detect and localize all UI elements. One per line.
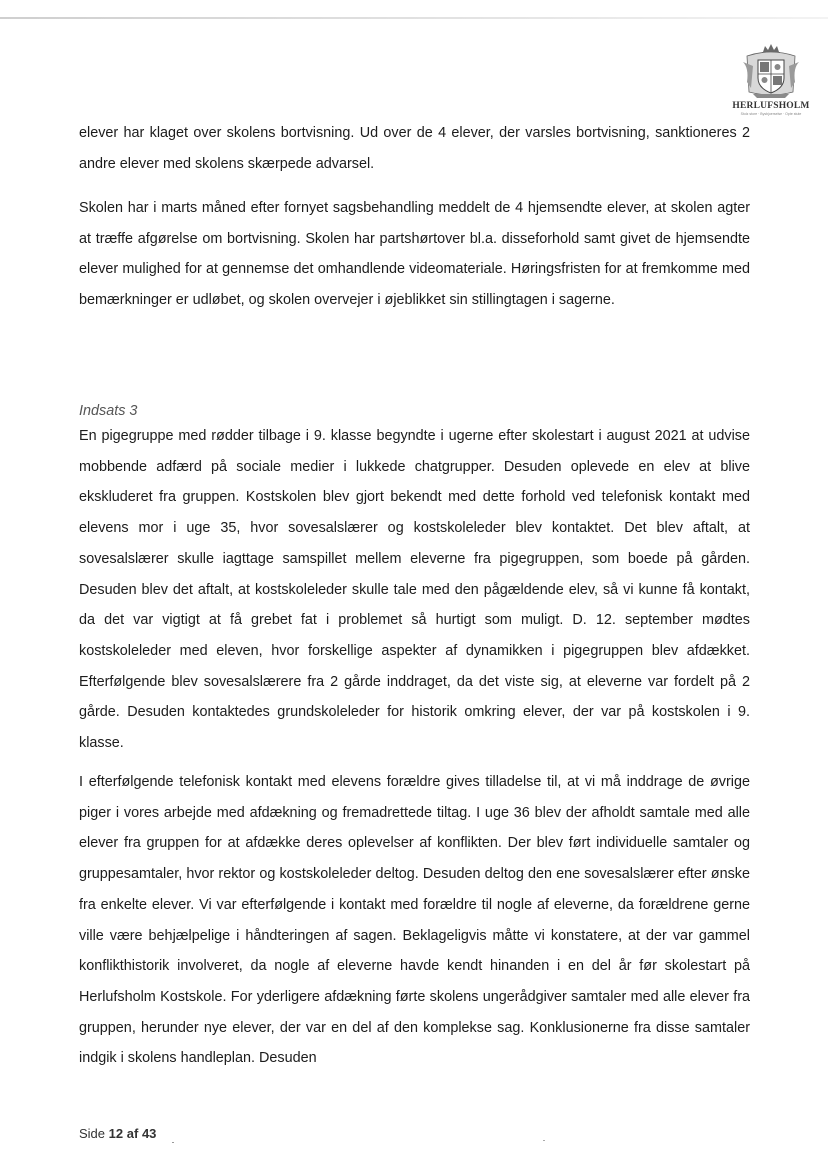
header-rule (0, 17, 828, 19)
body-paragraph: I efterfølgende telefonisk kontakt med elevens forældre gives tilladelse til, at vi må inddrage de øvrige piger i vores arbejde med afdækning og fremadrettede tiltag. I uge 36 blev der afholdt samtale med alle elever fra gruppen for at afdække deres oplevelser af konflikten. Der blev ført individuelle samtaler og gruppesamtaler, hvor rektor og kostskoleleder deltog. Desuden deltog den ene sovesalslærer efter ønske fra enkelte elever. Vi var efterfølgende i kontakt med forældre til nogle af eleverne, da forældrene gerne ville være behjælpelige i håndteringen af sagen. Beklageligvis måtte vi konstatere, at der var gammel konflikthistorik involveret, da nogle af eleverne havde kendt hinanden i en del år før skolestart på Herlufsholm Kostskole. For yderligere afdækning førte skolens ungerådgiver samtaler med alle elever fra gruppen, herunder nye elever, der var en del af den komplekse sag. Konklusionerne fra disse samtaler indgik i skolens handleplan. Desuden (79, 774, 750, 1067)
paragraph-follow-up (79, 767, 750, 1074)
page-number (79, 1126, 156, 1141)
body-paragraph: Skolen har i marts måned efter fornyet sagsbehandling meddelt de 4 hjemsendte elever, at skolen agter at træffe afgørelse om bortvisning. Skolen har partshørtover bl.a. disseforhold samt givet de hjemsendte elever mulighed for at gennemse det omhandlende videomateriale. Høringsfristen for at fremkomme med bemærkninger er udløbet, og skolen overvejer i øjeblikket sin stillingtagen i sagerne. (79, 200, 750, 309)
scan-speck (172, 1142, 174, 1143)
paragraph-continuation (79, 118, 750, 179)
paragraph-hearing (79, 193, 750, 316)
paragraph-girl-group (79, 421, 750, 759)
scan-speck (543, 1140, 545, 1141)
total-pages: 43 (141, 1126, 157, 1141)
coat-of-arms-icon (741, 42, 801, 100)
body-paragraph: elever har klaget over skolens bortvisning. Ud over de 4 elever, der varsles bortvisning, sanktioneres 2 andre elever med skolens skærpede advarsel. (79, 125, 750, 172)
logo-tagline: Stolz store · Bysbjoerselse · Opte stute (740, 112, 802, 116)
page-prefix: Side (79, 1126, 106, 1141)
body-paragraph: En pigegruppe med rødder tilbage i 9. klasse begyndte i ugerne efter skolestart i august 2021 at udvise mobbende adfærd på sociale medier i lukkede chatgrupper. Desuden oplevede en elev at blive ekskluderet fra gruppen. Kostskolen blev gjort bekendt med dette forhold ved telefonisk kontakt med elevens mor i uge 35, hvor sovesalslærer og kostskoleleder blev kontaktet. Det blev aftalt, at sovesalslærer skulle iagttage samspillet mellem eleverne fra pigegruppen, som boede på gården. Desuden blev det aftalt, at kostskoleleder skulle tale med den pågældende elev, så vi kunne få kontakt, da det var vigtigt at få grebet fat i problemet så hurtigt som muligt. D. 12. september mødtes kostskoleleder med eleven, hvor forskellige aspekter af dynamikken i pigegruppen blev afdækket. Efterfølgende blev sovesalslærere fra 2 gårde inddraget, da det viste sig, at eleverne var fordelt på 2 gårde. Desuden kontaktedes grundskoleleder for historik omkring elever, der var på kostskolen i 9. klasse. (79, 428, 750, 752)
current-page: 12 (108, 1126, 124, 1141)
section-heading: Indsats 3 (79, 403, 138, 419)
school-logo (732, 42, 810, 124)
logo-wordmark: HERLUFSHOLM (732, 101, 810, 111)
page-separator: af (126, 1126, 139, 1141)
